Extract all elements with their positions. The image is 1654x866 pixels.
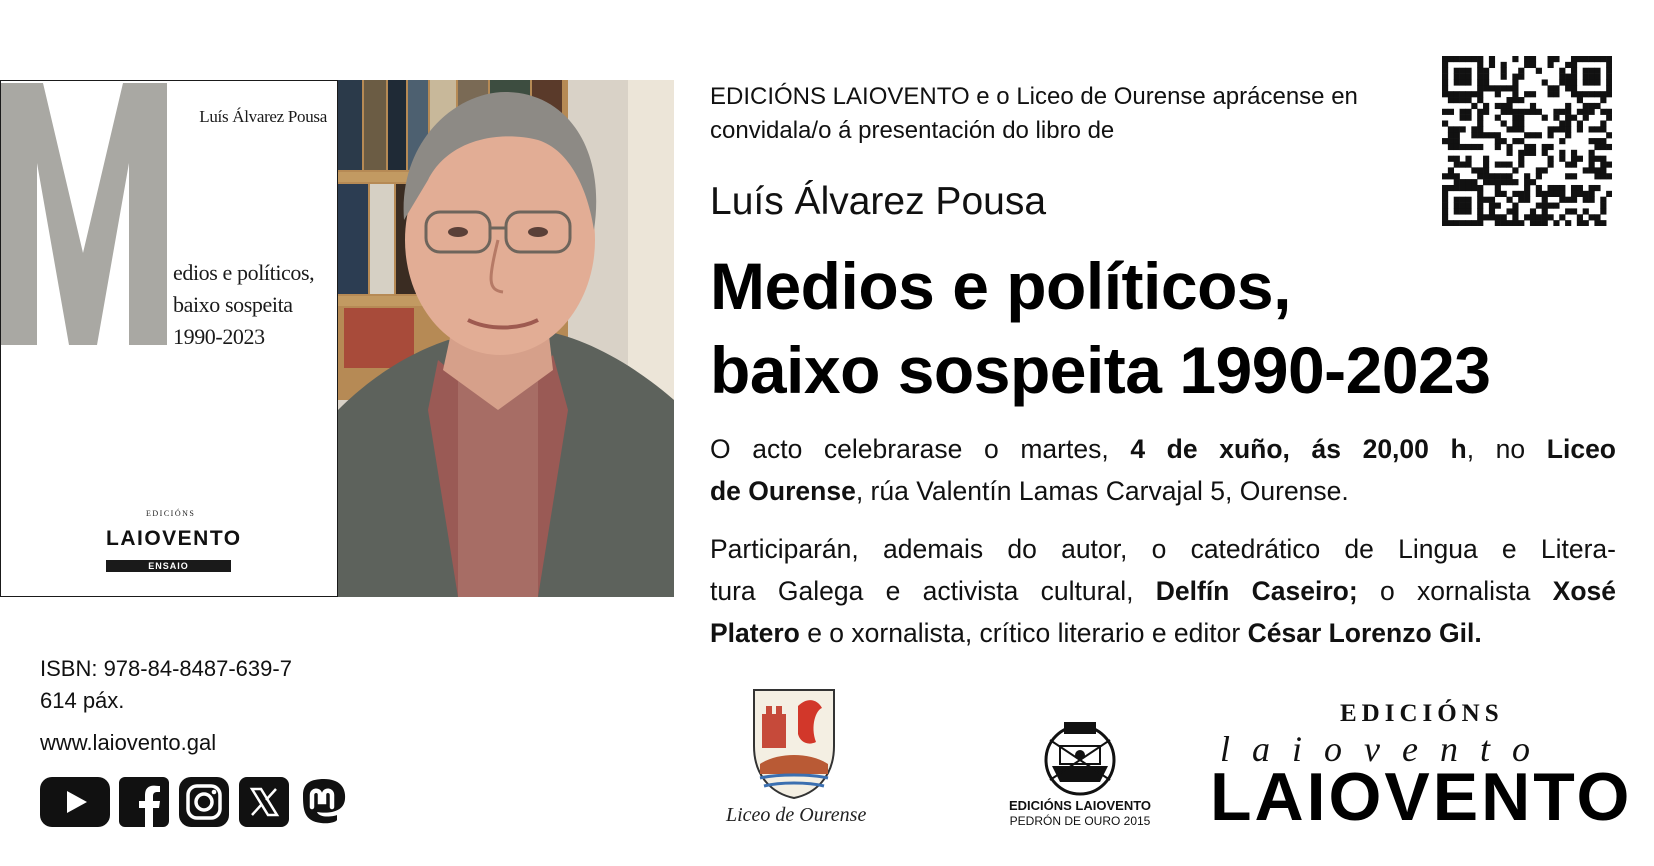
event-venue: Liceo (1546, 434, 1616, 464)
participant-name: Xosé (1552, 576, 1617, 606)
laiovento-logo-wordmark: LAIOVENTO (1210, 759, 1633, 835)
edicions-badge-line1: EDICIÓNS LAIOVENTO (1008, 798, 1152, 813)
page-count: 614 páx. (40, 688, 125, 713)
edicions-badge-line2: PEDRÓN DE OURO 2015 (1009, 814, 1151, 828)
cover-publisher-logo: LAIOVENTO (106, 527, 242, 550)
event-line: de Ourense, rúa Valentín Lamas Carvajal 5, Ourense. (710, 476, 1349, 506)
instagram-icon[interactable] (178, 776, 230, 828)
event-venue: de Ourense (710, 476, 856, 506)
laiovento-logo (1210, 700, 1633, 835)
website-link[interactable]: www.laiovento.gal (40, 730, 217, 755)
edicions-laiovento-badge (990, 720, 1170, 830)
intro-line: convidala/o á presentación do libro de (710, 117, 1115, 144)
intro-line: EDICIÓNS LAIOVENTO e o Liceo de Ourense aprácense en (710, 83, 1358, 110)
participants-line: tura Galega e activista cultural, Delfín Caseiro; o xornalista Xosé (710, 576, 1617, 606)
facebook-icon[interactable] (118, 776, 170, 828)
cover-title-line: baixo sospeita (173, 292, 293, 317)
mastodon-icon[interactable] (298, 776, 350, 828)
cover-series-label: ENSAIO (106, 560, 231, 572)
cover-title-line: 1990-2023 (173, 324, 265, 349)
book-cover (0, 80, 338, 597)
event-details (710, 428, 1616, 512)
laiovento-logo-script: laiovento (1220, 729, 1552, 769)
participants-line: Platero e o xornalista, crítico literario e editor César Lorenzo Gil. (710, 618, 1482, 648)
laiovento-logo-top: EDICIÓNS (1340, 700, 1504, 727)
cover-author: Luís Álvarez Pousa (199, 107, 327, 126)
event-line: O acto celebrarase o martes, 4 de xuño, ás 20,00 h, no Liceo (710, 434, 1616, 464)
qr-code[interactable] (1442, 56, 1612, 226)
participants-line: Participarán, ademais do autor, o catedrático de Lingua e Litera- (710, 534, 1616, 564)
book-title-line: baixo sospeita 1990-2023 (710, 333, 1491, 407)
invitation-intro (710, 80, 1410, 148)
event-date: 4 de xuño, ás 20,00 h (1130, 434, 1467, 464)
liceo-logo (718, 686, 900, 831)
participant-name: César Lorenzo Gil. (1247, 618, 1482, 648)
cover-title (173, 257, 338, 353)
book-title (710, 244, 1490, 412)
x-icon[interactable] (238, 776, 290, 828)
isbn-text: ISBN: 978-84-8487-639-7 (40, 656, 292, 681)
cover-title-line: edios e políticos, (173, 260, 315, 285)
participant-name: Platero (710, 618, 800, 648)
participant-name: Delfín Caseiro; (1155, 576, 1358, 606)
author-name: Luís Álvarez Pousa (710, 180, 1047, 223)
cover-letter-m (0, 83, 167, 345)
author-photo (338, 80, 674, 597)
cover-publisher-small: EDICIÓNS (146, 509, 196, 518)
participants-details (710, 528, 1616, 654)
social-links (40, 776, 350, 828)
youtube-icon[interactable] (40, 776, 110, 828)
book-title-line: Medios e políticos, (710, 249, 1291, 323)
liceo-label: Liceo de Ourense (726, 804, 867, 826)
